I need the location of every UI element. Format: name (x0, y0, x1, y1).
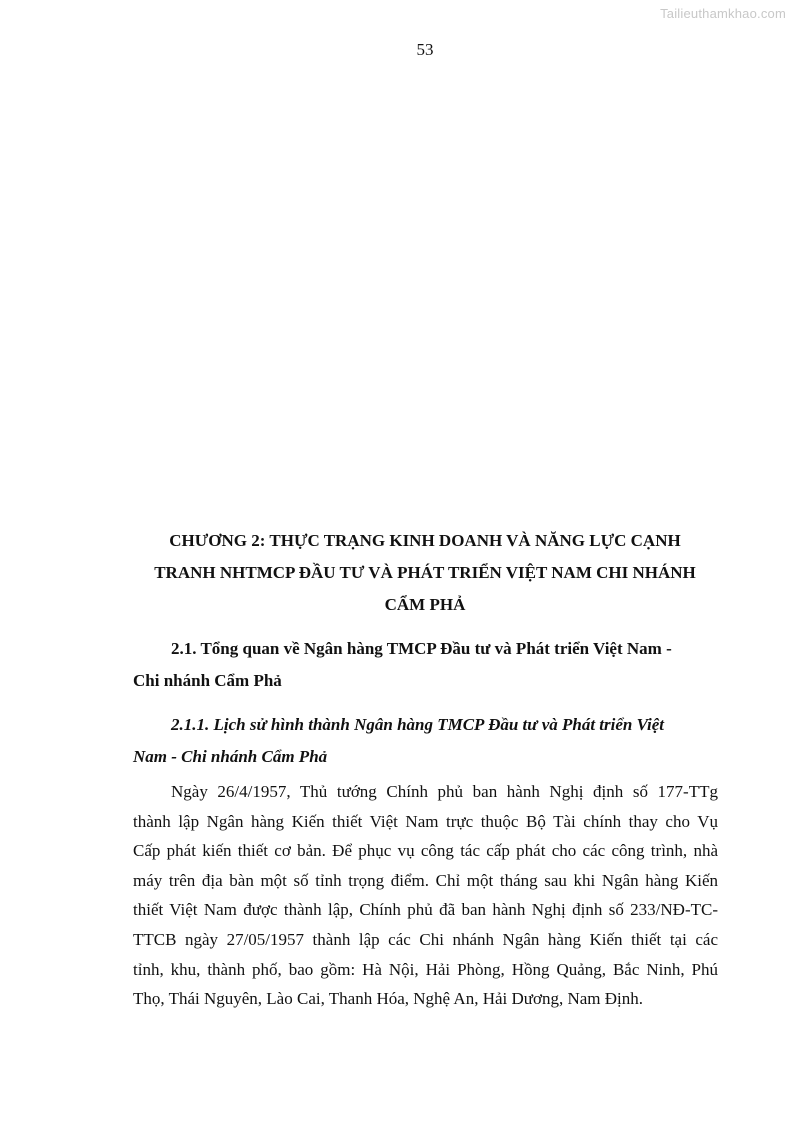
paragraph-line: TTCB ngày 27/05/1957 thành lập các Chi nhánh Ngân hàng Kiến thiết tại các (133, 929, 718, 949)
paragraph-line: thành lập Ngân hàng Kiến thiết Việt Nam trực thuộc Bộ Tài chính thay cho Vụ (133, 811, 718, 831)
paragraph-line: máy trên địa bàn một số tỉnh trọng điểm. Chỉ một tháng sau khi Ngân hàng Kiến (133, 870, 718, 890)
chapter-heading-line-2: TRANH NHTMCP ĐẦU TƯ VÀ PHÁT TRIỂN VIỆT NAM CHI NHÁNH (154, 563, 696, 582)
section-heading-line-2: Chi nhánh Cẩm Phả (133, 671, 282, 690)
paragraph-line: Cấp phát kiến thiết cơ bản. Để phục vụ công tác cấp phát cho các công trình, nhà (133, 841, 718, 861)
section-heading (133, 633, 718, 697)
paragraph-line: Thọ, Thái Nguyên, Lào Cai, Thanh Hóa, Nghệ An, Hải Dương, Nam Định. (133, 989, 644, 1009)
section-heading-line-1: 2.1. Tổng quan về Ngân hàng TMCP Đầu tư và Phát triển Việt Nam - (171, 639, 672, 658)
subsection-heading-line-2: Nam - Chi nhánh Cẩm Phả (133, 747, 328, 766)
paragraph-line: thiết Việt Nam được thành lập, Chính phủ đã ban hành Nghị định số 233/NĐ-TC- (133, 900, 718, 920)
paragraph-line: Ngày 26/4/1957, Thủ tướng Chính phủ ban hành Nghị định số 177-TTg (171, 782, 718, 801)
watermark: Tailieuthamkhao.com (660, 6, 786, 21)
chapter-heading-line-3: CẨM PHẢ (384, 595, 466, 614)
paragraph-line: tỉnh, khu, thành phố, bao gồm: Hà Nội, Hải Phòng, Hồng Quảng, Bắc Ninh, Phú (133, 959, 718, 979)
chapter-heading-line-1: CHƯƠNG 2: THỰC TRẠNG KINH DOANH VÀ NĂNG LỰC CẠNH (169, 531, 681, 550)
subsection-heading-line-1: 2.1.1. Lịch sử hình thành Ngân hàng TMCP Đầu tư và Phát triển Việt (171, 715, 665, 734)
page-number: 53 (416, 40, 434, 59)
subsection-heading (133, 709, 718, 773)
body-paragraph (133, 777, 718, 1014)
chapter-heading (130, 525, 720, 621)
